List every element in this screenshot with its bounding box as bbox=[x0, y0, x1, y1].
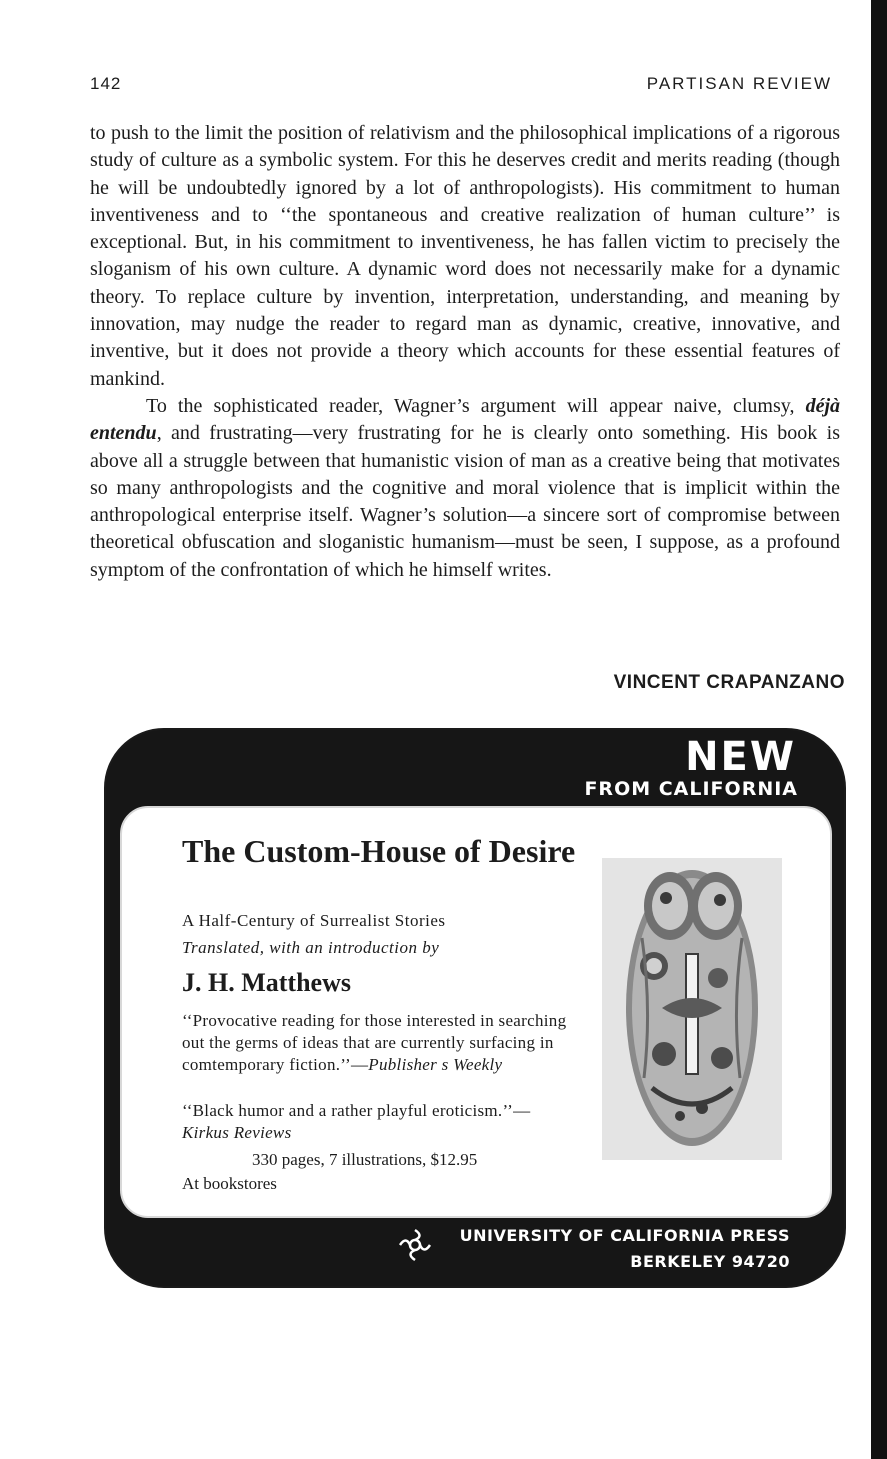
quote-2-text: ‘‘Black humor and a rather playful eroticism.’’— bbox=[182, 1101, 531, 1120]
running-head bbox=[90, 74, 832, 98]
book-details: 330 pages, 7 illustrations, $12.95 bbox=[252, 1150, 478, 1169]
quote-2-source: Kirkus Reviews bbox=[182, 1123, 292, 1142]
article-paragraph-1: to push to the limit the position of relativism and the philosophical implications of a rigorous study of culture as a symbolic system. For this he deserves credit and merits reading (though he will be undoubtedly ignored by a lot of anthropologists). His commitment to human inventiveness and to ‘‘the spontaneous and creative realization of human culture’’ is exceptional. But, in his commitment to inventiveness, he has fallen victim to precisely the sloganism of his own culture. A dynamic word does not necessarily make for a dynamic theory. To replace culture by invention, interpretation, understanding, and meaning by innovation, may nudge the reader to regard man as dynamic, creative, innovative, and inventive, but it does not provide a theory which accounts for these essential features of mankind. bbox=[90, 122, 840, 390]
banner-from-california: FROM CALIFORNIA bbox=[584, 778, 798, 800]
ad-content-panel bbox=[120, 806, 832, 1218]
translator-credit: Translated, with an introduction by bbox=[182, 938, 440, 957]
book-subtitle: A Half-Century of Surrealist Stories bbox=[182, 911, 446, 930]
publisher-logo-icon bbox=[398, 1228, 432, 1262]
review-quote-2 bbox=[182, 1100, 572, 1144]
availability-note: At bookstores bbox=[182, 1174, 277, 1193]
article-paragraph-2 bbox=[90, 393, 840, 584]
ad-black-frame bbox=[104, 728, 846, 1288]
article-body bbox=[90, 120, 840, 584]
paragraph-2-start: To the sophisticated reader, Wagner’s argument will appear naive, clumsy, bbox=[146, 394, 806, 417]
quote-1-source: Publisher s Weekly bbox=[368, 1055, 503, 1074]
paragraph-2-end: , and frustrating—very frustrating for he is clearly onto something. His book is above all a struggle between that humanistic vision of man as a creative being that motivates so many anthropologists and the cognitive and moral violence that is implicit within the anthropological enterprise itself. Wagner’s solution—a sincere sort of compromise between theoretical obfuscation and sloganistic humanism—must be seen, I suppose, as a profound symptom of the confrontation of which he himself writes. bbox=[90, 422, 840, 581]
page-number: 142 bbox=[90, 74, 122, 93]
article-author: VINCENT CRAPANZANO bbox=[613, 672, 845, 693]
review-quote-1 bbox=[182, 1010, 572, 1076]
publisher-address: BERKELEY 94720 bbox=[630, 1252, 790, 1271]
surrealist-mask-illustration bbox=[602, 858, 782, 1160]
page-edge-shadow bbox=[871, 0, 887, 1459]
journal-title: PARTISAN REVIEW bbox=[646, 74, 832, 93]
paragraph-2-italic-phrase: déjà entendu bbox=[90, 394, 840, 445]
book-advertisement bbox=[104, 728, 846, 1288]
book-title: The Custom-House of Desire bbox=[182, 833, 576, 869]
quote-1-text: ‘‘Provocative reading for those interested in searching out the germs of ideas that are currently surfacing in comtemporary fiction.’’— bbox=[182, 1011, 567, 1074]
banner-new: NEW bbox=[685, 734, 796, 780]
book-author: J. H. Matthews bbox=[182, 968, 351, 997]
publisher-name: UNIVERSITY OF CALIFORNIA PRESS bbox=[459, 1226, 790, 1245]
